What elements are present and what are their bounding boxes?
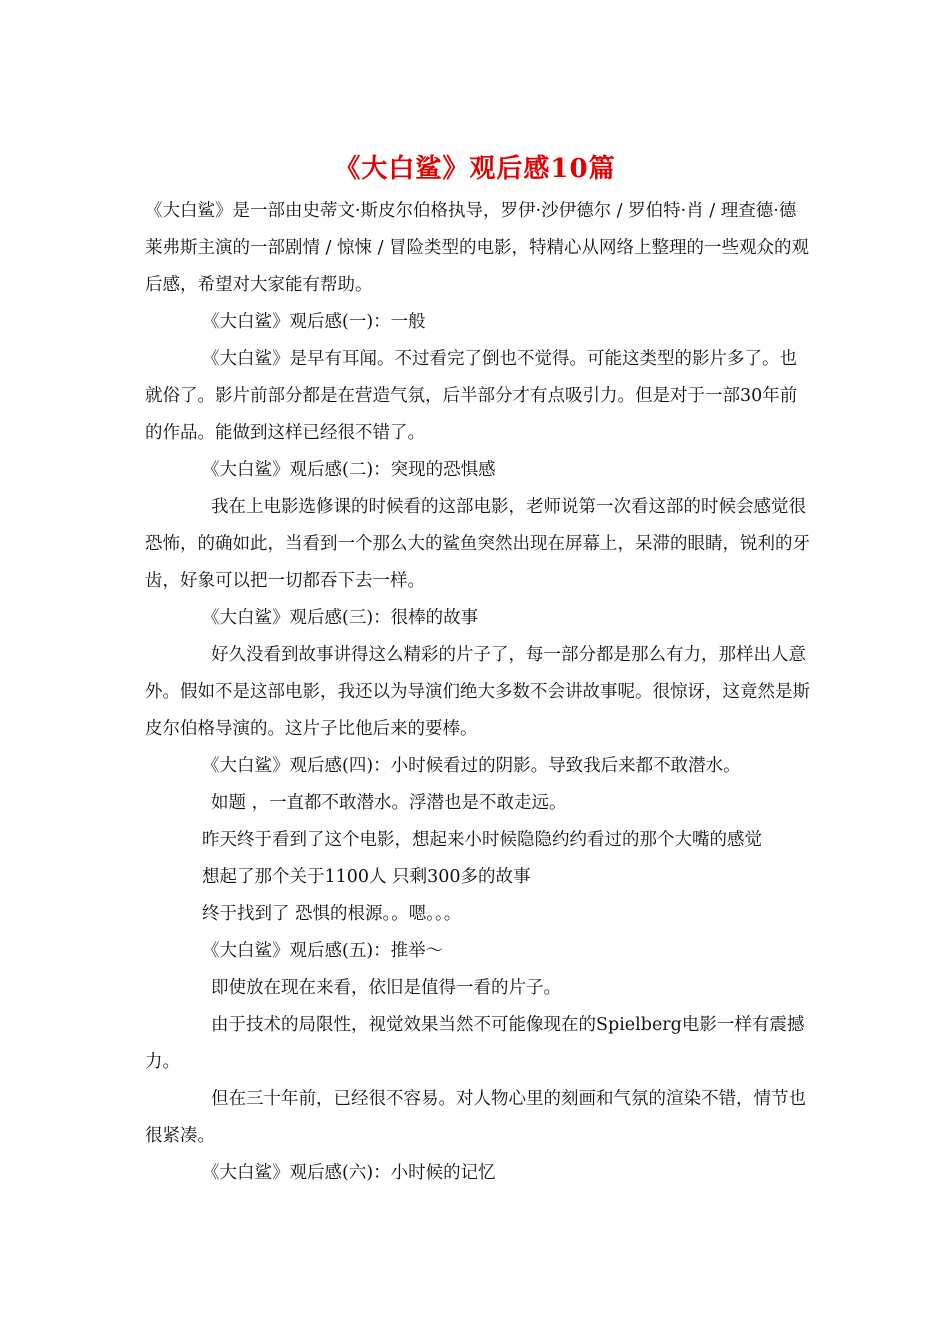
paragraph: 即使放在现在来看，依旧是值得一看的片子。 [211,978,561,998]
section-heading: 《大白鲨》观后感(一)：一般 [202,312,426,332]
paragraph: 由于技术的局限性，视觉效果当然不可能像现在的Spielberg电影一样有震撼力。 [145,1015,805,1072]
paragraph: 我在上电影选修课的时候看的这部电影，老师说第一次看这部的时候会感觉很恐怖，的确如此，当看到一个那么大的鲨鱼突然出现在屏幕上，呆滞的眼睛，锐利的牙齿，好象可以把一切都吞下去一样。 [145,497,810,591]
section-heading: 《大白鲨》观后感(六)：小时候的记忆 [202,1163,496,1183]
paragraph: 《大白鲨》是早有耳闻。不过看完了倒也不觉得。可能这类型的影片多了。也就俗了。影片前部分都是在营造气氛，后半部分才有点吸引力。但是对于一部30年前的作品。能做到这样已经很不错了。 [145,349,798,443]
section-heading: 《大白鲨》观后感(五)：推举～ [202,941,444,961]
intro-paragraph: 《大白鲨》是一部由史蒂文·斯皮尔伯格执导，罗伊·沙伊德尔 / 罗伯特·肖 / 理查德·德莱弗斯主演的一部剧情 / 惊悚 / 冒险类型的电影，特精心从网络上整理的一些观众的观后感，希望对大家能有帮助。 [145,201,810,295]
paragraph: 昨天终于看到了这个电影，想起来小时候隐隐约约看过的那个大嘴的感觉 [202,830,762,850]
paragraph: 好久没看到故事讲得这么精彩的片子了，每一部分都是那么有力，那样出人意外。假如不是这部电影，我还以为导演们绝大多数不会讲故事呢。很惊讶，这竟然是斯皮尔伯格导演的。这片子比他后来的要棒。 [145,645,810,739]
section-heading: 《大白鲨》观后感(三)：很棒的故事 [202,608,479,628]
section-heading: 《大白鲨》观后感(二)：突现的恐惧感 [202,460,496,480]
paragraph: 但在三十年前，已经很不容易。对人物心里的刻画和气氛的渲染不错，情节也很紧凑。 [145,1089,806,1146]
document-title: 《大白鲨》观后感10篇 [334,154,616,184]
section-heading: 《大白鲨》观后感(四)：小时候看过的阴影。导致我后来都不敢潜水。 [202,756,741,776]
document-body [145,193,810,1192]
paragraph: 如题 ，一直都不敢潜水。浮潜也是不敢走远。 [211,793,567,813]
paragraph: 终于找到了 恐惧的根源。。嗯。。。 [202,904,462,924]
paragraph: 想起了那个关于1100人 只剩300多的故事 [202,867,531,887]
